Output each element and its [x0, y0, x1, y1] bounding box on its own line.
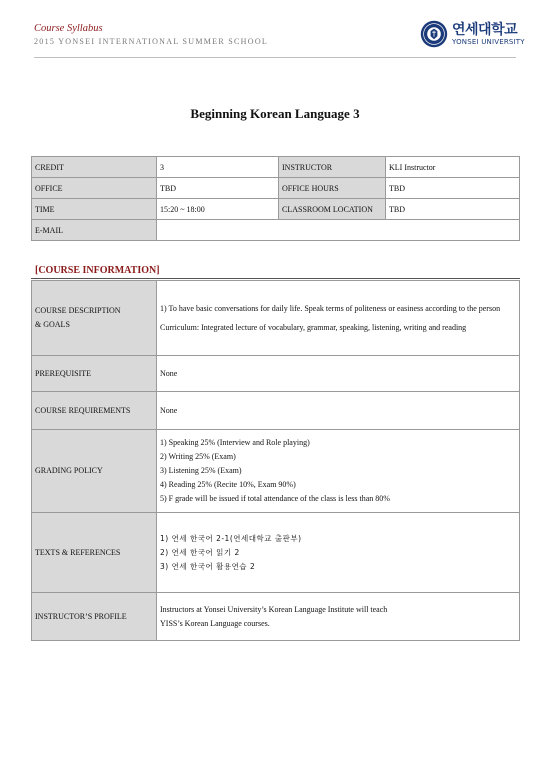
- texts-value: [157, 513, 520, 593]
- classroom-label: CLASSROOM LOCATION: [279, 199, 386, 220]
- description-text: 1) To have basic conversations for daily life. Speak terms of politeness or easiness according to the person: [160, 303, 501, 313]
- course-information-heading: [COURSE INFORMATION]: [35, 265, 160, 276]
- school-name: 2015 YONSEI INTERNATIONAL SUMMER SCHOOL: [34, 37, 269, 46]
- course-syllabus-label: Course Syllabus: [34, 23, 103, 34]
- grading-item: 2) Writing 25% (Exam): [160, 452, 236, 461]
- requirements-value: None: [157, 392, 520, 430]
- logo-english-text: YONSEI UNIVERSITY: [452, 37, 525, 46]
- table-row: [32, 513, 520, 593]
- table-row: [32, 430, 520, 513]
- email-label: E-MAIL: [32, 220, 157, 241]
- instructor-label: INSTRUCTOR: [279, 157, 386, 178]
- curriculum-text: Curriculum: Integrated lecture of vocabulary, grammar, speaking, listening, writing and reading: [160, 322, 467, 332]
- profile-value: [157, 593, 520, 641]
- profile-text: YISS’s Korean Language courses.: [160, 618, 270, 628]
- credit-label: CREDIT: [32, 157, 157, 178]
- header-divider: [34, 57, 516, 58]
- grading-item: 4) Reading 25% (Recite 10%, Exam 90%): [160, 480, 296, 489]
- yonsei-logo: [420, 20, 525, 48]
- table-row: [32, 356, 520, 392]
- profile-text: Instructors at Yonsei University’s Korean Language Institute will teach: [160, 604, 388, 614]
- section-divider: [31, 278, 520, 279]
- page-header: [34, 22, 268, 48]
- email-value: [157, 220, 520, 241]
- prerequisite-value: None: [157, 356, 520, 392]
- table-row: [32, 199, 520, 220]
- classroom-value: TBD: [386, 199, 520, 220]
- course-title: Beginning Korean Language 3: [190, 106, 360, 121]
- table-row: [32, 220, 520, 241]
- time-value: 15:20 ~ 18:00: [157, 199, 279, 220]
- time-label: TIME: [32, 199, 157, 220]
- grading-item: 5) F grade will be issued if total attendance of the class is less than 80%: [160, 494, 390, 503]
- logo-korean-text: 연세대학교: [452, 21, 518, 38]
- description-label: [32, 281, 157, 356]
- table-row: [32, 178, 520, 199]
- university-seal-icon: [420, 20, 448, 48]
- grading-value: [157, 430, 520, 513]
- instructor-value: KLI Instructor: [386, 157, 520, 178]
- description-label-line: & GOALS: [35, 320, 70, 329]
- table-row: [32, 157, 520, 178]
- table-row: [32, 281, 520, 356]
- table-row: [32, 593, 520, 641]
- office-label: OFFICE: [32, 178, 157, 199]
- text-reference-item: 1) 연세 한국어 2-1(연세대학교 출판부): [160, 533, 302, 543]
- prerequisite-label: PREREQUISITE: [32, 356, 157, 392]
- office-value: TBD: [157, 178, 279, 199]
- description-label-line: COURSE DESCRIPTION: [35, 306, 121, 315]
- course-details-table: [31, 280, 520, 641]
- text-reference-item: 2) 연세 한국어 읽기 2: [160, 547, 240, 557]
- profile-label: INSTRUCTOR’S PROFILE: [32, 593, 157, 641]
- grading-item: 3) Listening 25% (Exam): [160, 466, 242, 475]
- description-value: [157, 281, 520, 356]
- course-info-table: [31, 156, 520, 241]
- office-hours-label: OFFICE HOURS: [279, 178, 386, 199]
- text-reference-item: 3) 연세 한국어 활용연습 2: [160, 561, 256, 571]
- credit-value: 3: [157, 157, 279, 178]
- grading-label: GRADING POLICY: [32, 430, 157, 513]
- requirements-label: COURSE REQUIREMENTS: [32, 392, 157, 430]
- texts-label: TEXTS & REFERENCES: [32, 513, 157, 593]
- office-hours-value: TBD: [386, 178, 520, 199]
- table-row: [32, 392, 520, 430]
- grading-item: 1) Speaking 25% (Interview and Role playing): [160, 438, 310, 447]
